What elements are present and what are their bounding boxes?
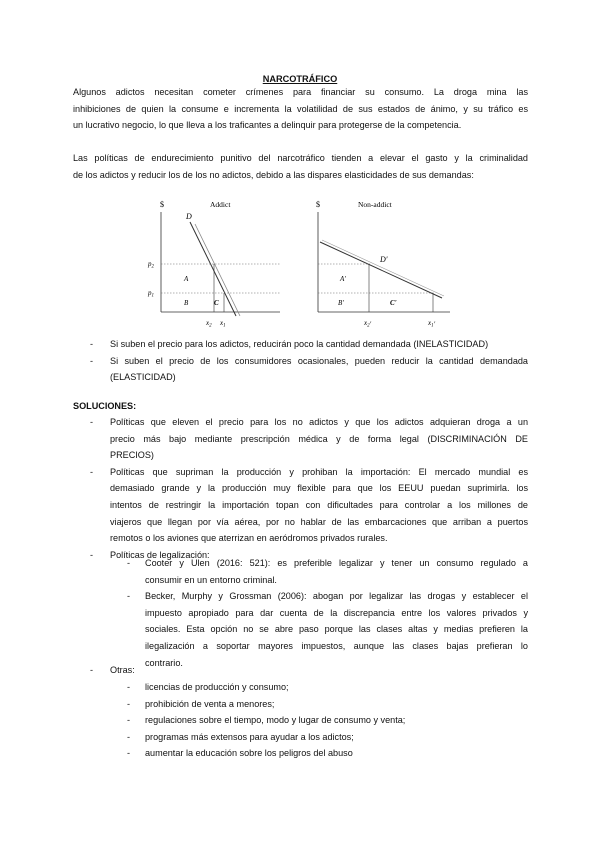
text-line: Cooter y Ulen (2016: 521): es preferible legalizar y tener un consumo regulado a	[145, 558, 528, 568]
list-item	[127, 729, 528, 746]
other-list	[90, 662, 528, 679]
text-line: (ELASTICIDAD)	[110, 372, 176, 383]
bullet: -	[127, 698, 131, 709]
bullet: -	[127, 731, 131, 742]
bullet: -	[127, 748, 131, 759]
text-line: Las políticas de endurecimiento punitivo del narcotráfico tienden a elevar el gasto y la criminalidad	[73, 153, 528, 163]
non-addict-area-a: A'	[340, 275, 346, 283]
text-line: Políticas de legalización:	[110, 549, 210, 560]
bullet: -	[127, 682, 131, 692]
text-line: viajeros que llegan por vía aérea, por no hablar de las embarcaciones que arriban a puertos	[110, 516, 528, 527]
policy-paragraph	[73, 150, 528, 183]
addict-y-axis-label: $	[160, 200, 164, 209]
text-line: remotos o los aviones que aterrizan en aeródromos privados rurales.	[110, 533, 388, 544]
text-line: demasiado grande y la producción muy flexible para que los EEUU puedan suprimirla. los	[110, 483, 528, 494]
addict-demand-curve	[190, 222, 236, 316]
addict-area-a: A	[184, 275, 189, 283]
text-line: impuesto apropiado para dar cuenta de la discrepancia entre los valores privados y	[145, 607, 528, 618]
effects-list	[90, 336, 528, 386]
text-line: Algunos adictos necesitan cometer crímenes para financiar su consumo. La droga mina las	[73, 87, 528, 97]
bullet: -	[127, 715, 131, 726]
text-line: Si suben el precio de los consumidores ocasionales, pueden reducir la cantidad demandada	[110, 355, 528, 366]
addict-curve-label: D	[186, 212, 192, 221]
solutions-heading: SOLUCIONES:	[73, 401, 137, 411]
non-addict-x1-label: $x_1'$	[428, 319, 436, 329]
text-line: ilegalización a soportar mayores impuestos, aunque las clases bajas prefieran lo	[145, 640, 528, 651]
text-line: intentos de restringir la importación topan con dificultades para controlar a los millones de	[110, 499, 528, 510]
non-addict-x2-label: $x_2'$	[364, 319, 372, 329]
demand-elasticity-figure	[140, 192, 460, 332]
list-item	[90, 464, 528, 547]
text-line: precio más bajo mediante prescripción médica y de forma legal (DISCRIMINACIÓN DE	[110, 433, 528, 444]
text-line: Políticas que supriman la producción y prohiban la importación: El mercado mundial es	[110, 466, 528, 477]
text-line: un lucrativo negocio, lo que lleva a los traficantes a delinquir para protegerse de la competencia.	[73, 120, 462, 131]
bullet: -	[90, 549, 94, 560]
list-item	[90, 414, 528, 464]
intro-paragraph	[73, 84, 528, 134]
addict-chart-title: Addict	[210, 200, 231, 209]
bullet: -	[90, 665, 94, 675]
text-line: Políticas que eleven el precio para los no adictos y que los adictos adquieran droga a un	[110, 417, 528, 427]
list-item	[127, 712, 528, 729]
list-item	[127, 555, 528, 588]
text-line: PRECIOS)	[110, 450, 154, 461]
text-line: contrario.	[145, 657, 183, 668]
non-addict-demand-curve	[320, 242, 442, 298]
legalization-list	[127, 555, 528, 671]
non-addict-curve-label: D'	[380, 255, 388, 264]
text-line: regulaciones sobre el tiempo, modo y lugar de consumo y venta;	[145, 715, 406, 726]
text-line: consumir en un entorno criminal.	[145, 574, 277, 585]
addict-area-c: C	[214, 299, 219, 307]
list-item	[90, 336, 528, 353]
non-addict-demand-curve-offset	[322, 240, 444, 296]
non-addict-chart	[316, 200, 450, 329]
text-line: de los adictos y reducir los de los no adictos, debido a las dispares elasticidades de sus demandas:	[73, 169, 474, 180]
text-line: prohibición de venta a menores;	[145, 698, 275, 709]
bullet: -	[90, 466, 94, 477]
text-line: Otras:	[110, 665, 135, 675]
list-item	[127, 696, 528, 713]
non-addict-y-axis-label: $	[316, 200, 320, 209]
bullet: -	[127, 591, 131, 602]
addict-area-b: B	[184, 299, 189, 307]
bullet: -	[90, 355, 94, 366]
non-addict-area-b: B'	[338, 299, 344, 307]
solutions-list	[90, 414, 528, 563]
text-line: sociales. Esta opción no se abre paso porque las clases altas y medias prefieren la	[145, 624, 528, 635]
page-title: NARCOTRÁFICO	[262, 74, 338, 84]
list-item	[127, 679, 528, 696]
text-line: programas más extensos para ayudar a los adictos;	[145, 731, 354, 742]
addict-p2-label: $p_2$	[148, 260, 154, 270]
list-item	[127, 745, 528, 762]
text-line: inhibiciones de quien la consume e incrementa la volatilidad de sus estados de ánimo, y su tráfico es	[73, 103, 528, 114]
list-item	[90, 662, 528, 679]
addict-x1-label: $x_1$	[220, 319, 226, 329]
bullet: -	[90, 339, 94, 349]
non-addict-chart-title: Non-addict	[358, 200, 392, 209]
list-item	[127, 588, 528, 671]
bullet: -	[127, 558, 131, 568]
addict-chart	[147, 200, 280, 329]
text-line: aumentar la educación sobre los peligros del abuso	[145, 748, 353, 759]
text-line: licencias de producción y consumo;	[145, 682, 289, 692]
list-item	[90, 353, 528, 386]
bullet: -	[90, 417, 94, 427]
non-addict-area-c: C'	[390, 299, 397, 307]
text-line: Becker, Murphy y Grossman (2006): abogan por legalizar las drogas y establecer el	[145, 591, 528, 602]
text-line: Si suben el precio para los adictos, reducirán poco la cantidad demandada (INELASTICIDAD)	[110, 339, 489, 349]
addict-p1-label: $p_1$	[148, 289, 154, 299]
addict-x2-label: $x_2$	[206, 319, 212, 329]
other-sub-list	[127, 679, 528, 762]
